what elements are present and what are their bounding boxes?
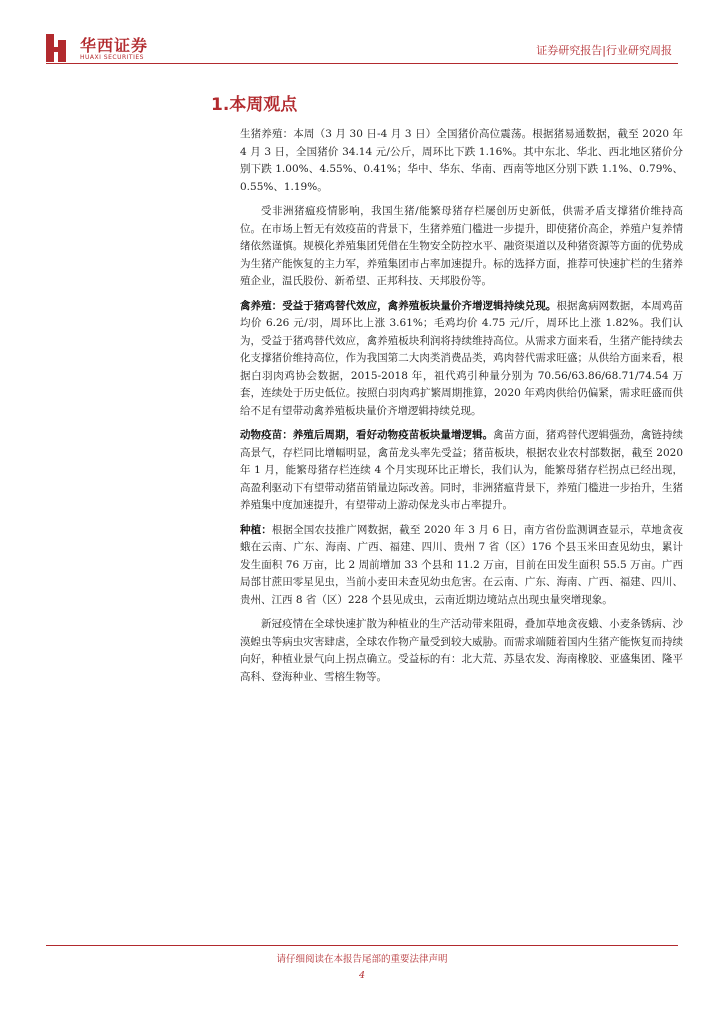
section-title: 1.本周观点 — [211, 95, 298, 115]
report-type-label: 证券研究报告|行业研究周报 — [536, 44, 672, 57]
report-body — [240, 126, 683, 693]
page-header — [0, 0, 724, 66]
header-divider — [46, 63, 678, 64]
legal-disclaimer: 请仔细阅读在本报告尾部的重要法律声明 — [276, 954, 448, 965]
paragraph-planting-outlook — [240, 616, 683, 686]
paragraph-text: 根据全国农技推广网数据，截至 2020 年 3 月 6 日，南方省份监测调查显示，草地贪夜蛾在云南、广东、海南、广西、福建、四川、贵州 7 省（区）176 个县玉米田查见幼虫，累计发生面积 76 万亩，比 2 周前增加 33 个县和 11.2 万亩，目前在田发生面积 55.5 万亩。广西局部甘蔗田零星见虫，当前小麦田未查见幼虫危害。在云南、广东、海南、广西、福建、四川、贵州、江西 8 省（区）228 个县见成虫，云南近期边境站点出现虫量突增现象。 — [240, 523, 683, 606]
paragraph-text: 禽苗方面，猪鸡替代逻辑强劲，禽链持续高景气，存栏同比增幅明显，禽苗龙头率先受益；猪苗板块，根据农业农村部数据，截至 2020 年 1 月，能繁母猪存栏连续 4 个月实现环比正增长，我们认为，能繁母猪存栏拐点已经出现，高盈利驱动下有望带动猪苗销量边际改善。同时，非洲猪瘟背景下，养殖门槛进一步抬升，生猪养殖集中度加速提升，有望带动上游动保龙头市占率提升。 — [240, 429, 684, 511]
page-number: 4 — [358, 970, 366, 981]
paragraph-lead: 动物疫苗：养殖后周期，看好动物疫苗板块量增逻辑。 — [240, 429, 494, 441]
paragraph-poultry — [240, 298, 683, 421]
paragraph-hog-outlook — [240, 203, 683, 291]
paragraph-lead: 禽养殖：受益于猪鸡替代效应，禽养殖板块量价齐增逻辑持续兑现。 — [240, 299, 557, 312]
paragraph-planting — [240, 522, 683, 610]
paragraph-text: 新冠疫情在全球快速扩散为种植业的生产活动带来阻碍，叠加草地贪夜蛾、小麦条锈病、沙漠蝗虫等病虫灾害肆虐，全球农作物产量受到较大威胁。而需求端随着国内生猪产能恢复而持续向好，种植业景气向上拐点确立。受益标的有：北大荒、苏垦农发、海南橡胶、亚盛集团、隆平高科、登海种业、雪榕生物等。 — [240, 618, 683, 683]
paragraph-text: 受非洲猪瘟疫情影响，我国生猪/能繁母猪存栏屡创历史新低，供需矛盾支撑猪价维持高位。在市场上暂无有效疫苗的背景下，生猪养殖门槛进一步提升，即使猪价高企，养殖户复养情绪依然谨慎。规模化养殖集团凭借在生物安全防控水平、融资渠道以及种猪资源等方面的优势成为生猪产能恢复的主力军，养殖集团市占率加速提升。标的选择方面，推荐可快速扩栏的生猪养殖企业，温氏股份、新希望、正邦科技、天邦股份等。 — [240, 205, 683, 287]
paragraph-text: 生猪养殖：本周（3 月 30 日-4 月 3 日）全国猪价高位震荡。根据猪易通数据，截至 2020 年 4 月 3 日，全国猪价 34.14 元/公斤，周环比下跌 1.16%。其中东北、华北、西北地区猪价分别下跌 1.00%、4.55%、0.41%；华中、华东、华南、西南等地区分别下跌 1.1%、0.79%、0.55%、1.19%。 — [240, 128, 683, 193]
paragraph-lead: 种植： — [240, 523, 272, 536]
footer-divider — [46, 945, 678, 946]
brand-name-en: HUAXI SECURITIES — [80, 54, 144, 61]
brand-name-cn: 华西证券 — [80, 36, 149, 55]
huaxi-logo-icon — [46, 34, 72, 62]
paragraph-hog-farming — [240, 126, 683, 196]
paragraph-vaccine — [240, 427, 683, 515]
paragraph-text: 根据禽病网数据，本周鸡苗均价 6.26 元/羽，周环比上涨 3.61%；毛鸡均价 4.75 元/斤，周环比上涨 1.82%。我们认为，受益于猪鸡替代效应，禽养殖板块利润将持续维持高位。从需求方面来看，生猪产能持续去化支撑猪价维持高位，作为我国第二大肉类消费品类，鸡肉替代需求旺盛；从供给方面来看，根据白羽肉鸡协会数据，2015-2018 年，祖代鸡引种量分别为 70.56/63.86/68.71/74.54 万套，连续处于历史低位。按照白羽肉鸡扩繁周期推算，2020 年鸡肉供给仍偏紧，需求旺盛而供给不足有望带动禽养殖板块量价齐增逻辑持续兑现。 — [240, 299, 684, 417]
